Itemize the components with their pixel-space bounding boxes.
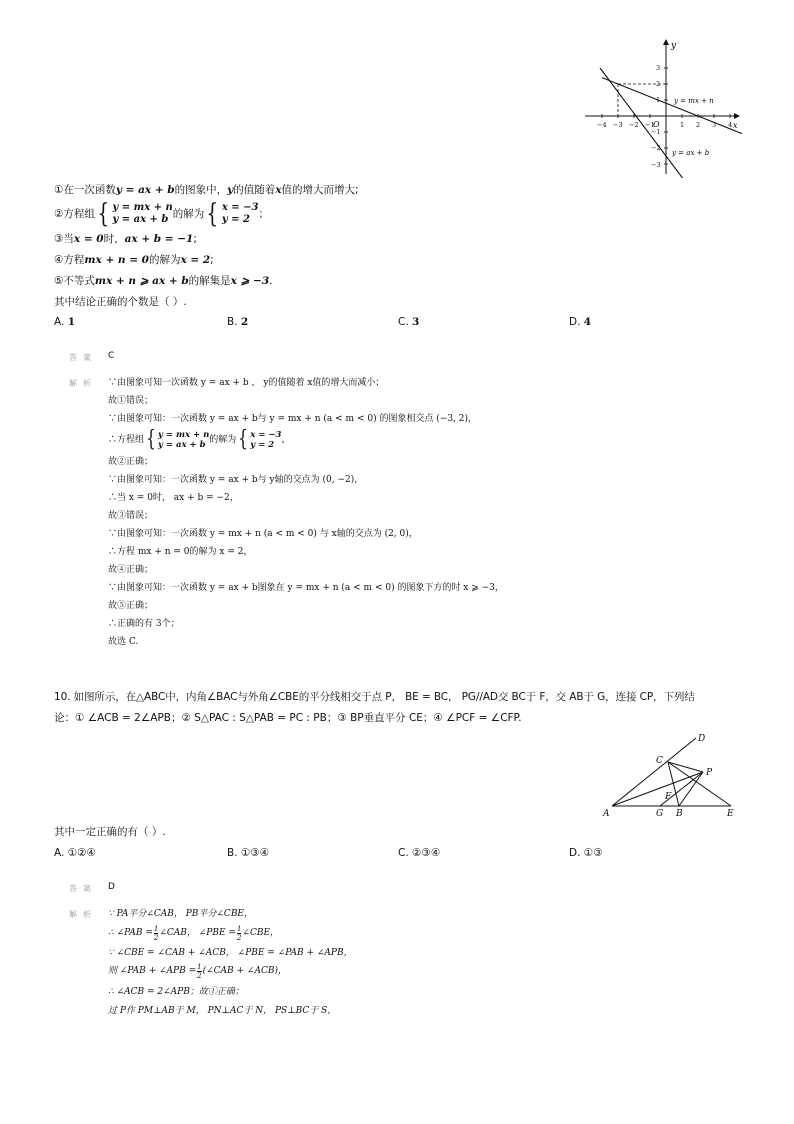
solution-line: 故①错误； [108,396,154,406]
origin-label: O [653,120,660,129]
x-tick: 3 [712,121,717,129]
line-mx-n-label: y = mx + n [674,97,714,105]
solution-line: ∴方程 mx + n = 0的解为 x = 2， [108,547,253,557]
x-tick: 4 [728,121,733,129]
text: ∠CAB， ∠PBE = [159,928,236,938]
text: ④方程 [54,254,85,266]
segment-CP [668,762,703,772]
option-b[interactable] [227,847,269,859]
y-tick: 1 [656,96,661,104]
option-letter: D. [569,316,581,328]
text: . [269,275,273,287]
option-d[interactable] [569,316,591,328]
text: ∠CBE， [242,928,280,938]
solution-line: 故③错误； [108,511,154,521]
text: 的解为 [172,208,205,220]
option-d[interactable] [569,847,603,859]
equation-system [144,429,209,451]
answer-value: D [108,882,115,892]
solution-line: ∵由图象可知：一次函数 y = mx + n (a < m < 0) 与 x轴的交点为 (2, 0)， [108,529,418,539]
text: ; [210,254,214,266]
x-tick: 1 [680,121,685,129]
equation: x = −3 [221,202,259,213]
text: 则 ∠PAB + ∠APB = [108,966,197,976]
brace: { [206,199,219,229]
point-P: P [706,768,713,778]
text: 的值随着 [233,184,276,196]
x-tick: −3 [613,121,623,129]
text: ； [258,208,269,220]
math: y = ax + b [115,184,175,196]
line-ax-b-label: y = ax + b [672,149,710,157]
numerator: 1 [236,924,242,933]
option-letter: A. [54,316,65,328]
text: (∠CAB + ∠ACB)， [202,966,287,976]
question-prompt: 其中一定正确的有（ ）. [54,826,166,838]
option-a[interactable] [54,847,96,859]
denominator: 2 [236,933,242,942]
denominator: 2 [153,933,159,942]
option-letter: B. [227,316,238,328]
math: mx + n ⩾ ax + b [94,275,189,287]
point-E: E [727,809,734,819]
text: ∴方程组 [108,435,145,445]
option-letter: D. [569,847,581,859]
segment-AP [612,772,703,806]
solution-line [108,427,290,453]
option-a[interactable] [54,316,75,328]
analysis-label: 解析 [69,379,97,388]
solution-line: 故②正确； [108,457,154,467]
option-value: 2 [240,316,249,328]
x-axis-label: x [733,121,738,130]
solution-line: 故选 C. [108,637,139,647]
point-C: C [656,756,663,766]
math: x [275,184,282,196]
x-tick: −2 [629,121,639,129]
statement-2 [54,199,269,229]
question-10-line-1: 10. 如图所示，在△ABC中，内角∠BAC与外角∠CBE的平分线相交于点 P， BE = BC， PG//AD交 BC于 F，交 AB于 G，连接 CP，下列结 [54,691,695,703]
option-letter: C. [398,316,409,328]
option-c[interactable] [398,316,419,328]
equation: y = ax + b [158,440,206,450]
numerator: 1 [153,924,159,933]
text: 的解集是 [188,275,231,287]
answer-value: C [108,351,115,361]
solution-line: 故⑤正确； [108,601,154,611]
text: ， [281,435,291,445]
math: x ⩾ −3 [230,275,270,287]
text: ⑤不等式 [54,275,95,287]
option-value: ①③④ [240,847,270,859]
math: mx + n = 0 [84,254,149,266]
equation: y = mx + n [112,202,173,213]
text: ②方程组 [54,208,95,220]
text: ∴ ∠PAB = [108,928,153,938]
solution-line: ∵ ∠CBE = ∠CAB + ∠ACB， ∠PBE = ∠PAB + ∠APB， [108,948,353,958]
solution-line: ∴当 x = 0时， ax + b = −2， [108,493,239,503]
text: 值的增大而增大; [281,184,359,196]
answer-label: 答案 [69,884,97,893]
option-letter: C. [398,847,409,859]
point-F: F [665,792,672,802]
solution-line: ∵由图象可知：一次函数 y = ax + b与 y轴的交点为 (0, −2)， [108,475,364,485]
solution-system [236,429,281,451]
x-tick: 2 [696,121,701,129]
equation: y = mx + n [158,429,210,440]
text: ; [193,233,197,245]
equation: y = 2 [221,214,250,225]
math: x = 0 [73,233,104,245]
math: x = 2 [180,254,211,266]
solution-line: ∵由图象可知：一次函数 y = ax + b图象在 y = mx + n (a < m < 0) 的图象下方的时 x ⩾ −3， [108,583,504,593]
point-G: G [656,809,664,819]
y-tick: −2 [651,144,661,152]
option-value: 4 [583,316,592,328]
question-prompt: 其中结论正确的个数是（ ）. [54,296,187,308]
x-tick: −4 [597,121,607,129]
statement-4 [54,253,214,267]
option-value: ①②④ [67,847,96,859]
text: 的图象中， [174,184,228,196]
fraction [237,925,241,942]
y-tick: 2 [656,80,661,88]
denominator: 2 [197,971,202,980]
y-axis-label: y [671,41,677,51]
y-tick: −3 [651,161,661,169]
text: ③当 [54,233,74,245]
y-tick: 3 [656,64,661,72]
option-letter: B. [227,847,238,859]
brace: { [238,427,249,452]
equation-system [95,201,173,227]
function-graph [583,36,743,178]
math: y [227,184,234,196]
option-b[interactable] [227,316,248,328]
point-D: D [698,734,706,744]
option-value: ①③ [583,847,603,859]
segment-BP [679,772,703,806]
numerator: 1 [197,962,202,971]
equation: y = 2 [250,440,275,450]
option-value: 3 [412,316,420,328]
solution-line: ∴正确的有 3个； [108,619,180,629]
solution-line [108,923,279,943]
line-mx-n [602,78,742,134]
option-value: ②③④ [412,847,441,859]
point-B: B [676,809,683,819]
solution-line: 故④正确； [108,565,154,575]
equation: y = ax + b [112,214,169,225]
point-A: A [603,809,610,819]
solution-line: ∵由图象可知：一次函数 y = ax + b与 y = mx + n (a < m < 0) 的图象相交点 (−3, 2)， [108,414,478,424]
triangle-figure [598,730,748,822]
equation: x = −3 [250,429,282,440]
text: 的解为 [148,254,181,266]
solution-line: ∵由图象可知一次函数 y = ax + b ， y的值随着 x值的增大而减小； [108,378,385,388]
question-10-line-2: 论：① ∠ACB = 2∠APB；② S△PAC : S△PAB = PC : PB；③ BP垂直平分 CE；④ ∠PCF = ∠CFP. [54,712,522,724]
brace: { [97,199,109,229]
option-c[interactable] [398,847,440,859]
solution-line [108,961,287,981]
option-value: 1 [67,316,75,328]
solution-line: 过 P作 PM⊥AB于 M， PN⊥AC于 N， PS⊥BC于 S， [108,1006,337,1016]
solution-line: ∵ PA平分∠CAB， PB平分∠CBE， [108,909,253,919]
text: ①在一次函数 [54,184,116,196]
fraction [197,963,201,980]
statement-5 [54,274,273,288]
x-tick: −1 [645,121,655,129]
text: 的解为 [209,435,237,445]
statement-1 [54,183,359,197]
statement-3 [54,232,197,246]
analysis-label: 解析 [69,910,97,919]
answer-label: 答案 [69,353,97,362]
text: 时， [103,233,125,245]
segment-AD [612,738,696,806]
y-tick: −1 [651,128,661,136]
math: ax + b = −1 [124,233,194,245]
option-letter: A. [54,847,65,859]
solution-system [204,201,258,227]
solution-line: ∴ ∠ACB = 2∠APB；故①正确； [108,987,244,997]
brace: { [146,427,156,452]
fraction [154,925,158,942]
